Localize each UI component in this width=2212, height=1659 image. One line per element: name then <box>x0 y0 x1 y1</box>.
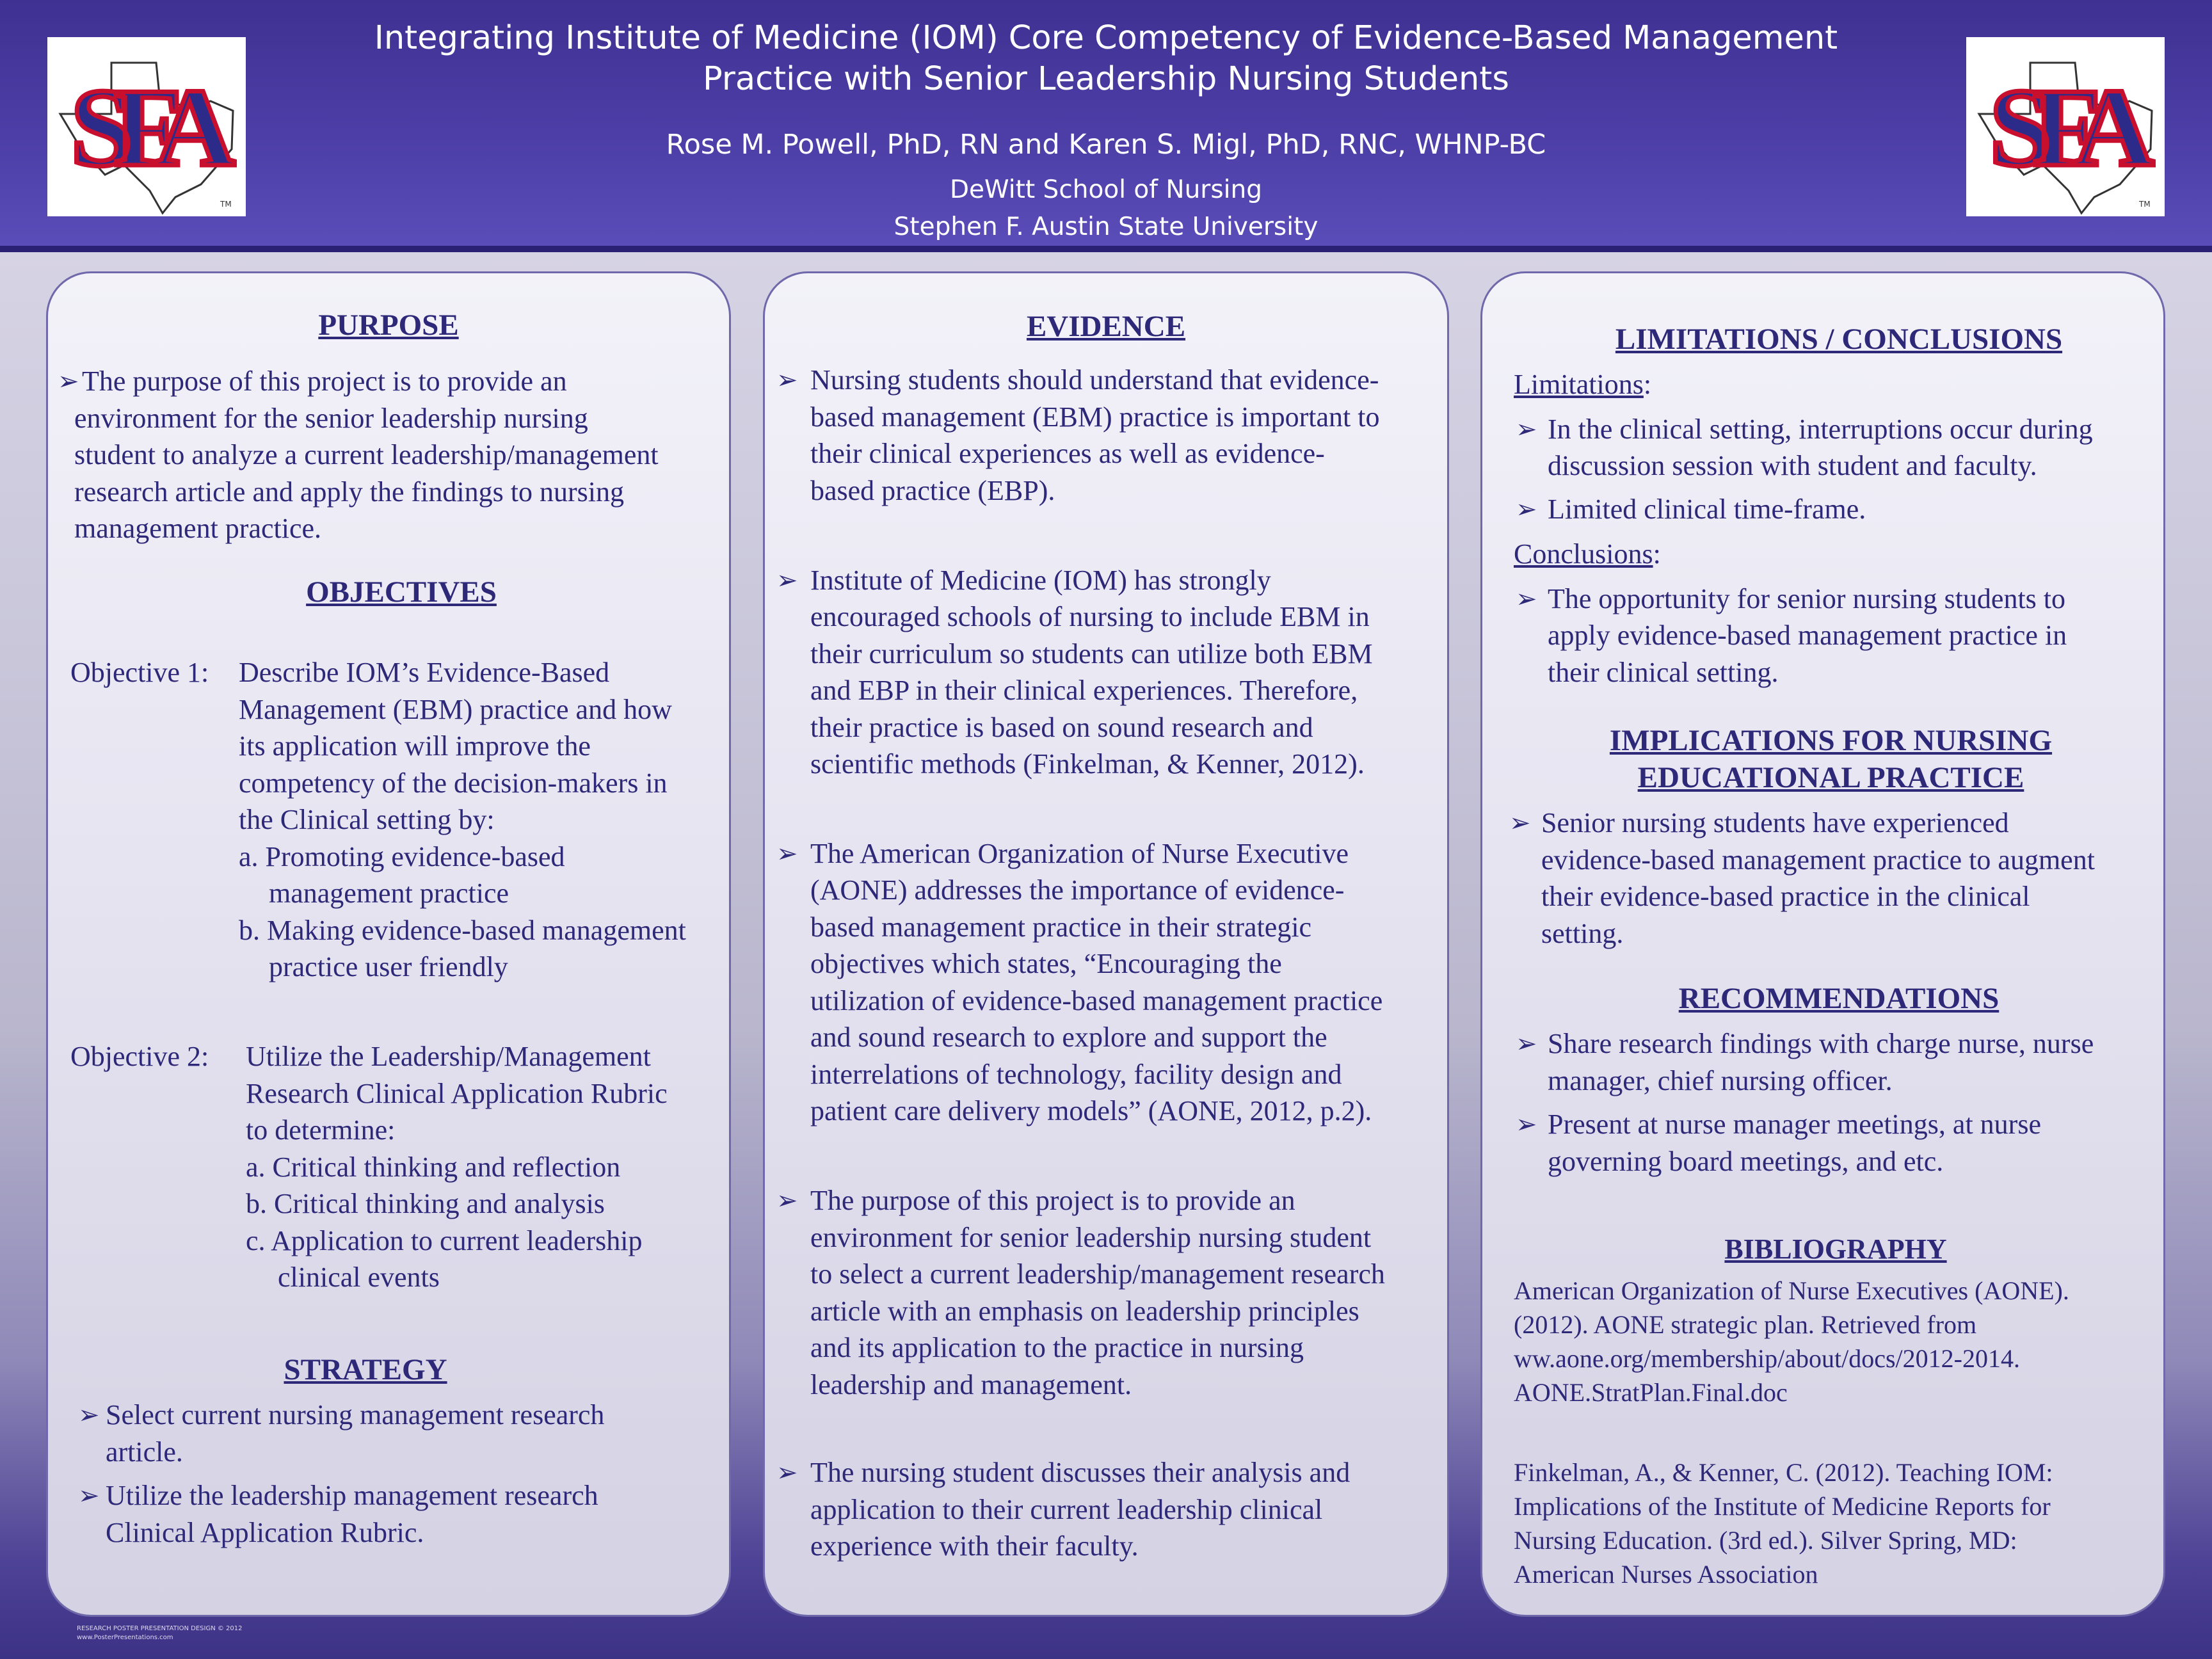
recommendation-line: manager, chief nursing officer. <box>1548 1065 1893 1096</box>
objective-1-line: Describe IOM’s Evidence-Based <box>239 657 610 688</box>
logo-letters: SFA <box>70 65 216 189</box>
recommendation-line: Share research findings with charge nurse, nurse <box>1548 1028 2094 1059</box>
poster-title <box>269 18 1943 100</box>
purpose-text-line: management practice. <box>74 513 322 544</box>
objective-2-subitem: clinical events <box>278 1262 440 1293</box>
implications-line: setting. <box>1541 918 1624 949</box>
recommendation-line: governing board meetings, and etc. <box>1548 1146 1944 1177</box>
limitation-line: In the clinical setting, interruptions occur during <box>1548 413 2093 445</box>
logo-letters: SFA <box>1989 65 2135 189</box>
limitation-line: discussion session with student and faculty. <box>1548 450 2037 481</box>
bibliography-heading: BIBLIOGRAPHY <box>1724 1233 1947 1265</box>
bibliography-entry-line: AONE.StratPlan.Final.doc <box>1514 1378 1788 1407</box>
objective-2-line: to determine: <box>246 1114 396 1146</box>
bullet-arrow-icon: ➢ <box>776 365 798 394</box>
objective-1-line: its application will improve the <box>239 730 591 762</box>
bibliography-entry-line: American Nurses Association <box>1514 1560 1818 1589</box>
strategy-item-line: Select current nursing management research <box>106 1399 605 1431</box>
evidence-line: their curriculum so students can utilize both EBM <box>810 638 1373 669</box>
objective-2-subitem: b. Critical thinking and analysis <box>246 1188 605 1219</box>
objective-1-line: Management (EBM) practice and how <box>239 694 672 725</box>
bullet-arrow-icon: ➢ <box>1516 415 1537 444</box>
recommendations-heading: RECOMMENDATIONS <box>1678 982 2000 1015</box>
limitations-label: Limitations: <box>1514 369 1652 400</box>
strategy-item-line: article. <box>106 1436 183 1468</box>
objective-2-label: Objective 2: <box>70 1041 209 1072</box>
evidence-line: scientific methods (Finkelman, & Kenner, 2012). <box>810 748 1365 780</box>
evidence-line: encouraged schools of nursing to include EBM in <box>810 601 1370 632</box>
logo-tm: TM <box>2139 200 2151 209</box>
bullet-arrow-icon: ➢ <box>1516 495 1537 524</box>
conclusion-line: their clinical setting. <box>1548 657 1779 688</box>
conclusions-label-text: Conclusions <box>1514 538 1653 570</box>
implications-heading-line-2: EDUCATIONAL PRACTICE <box>1637 761 2024 794</box>
evidence-line: Institute of Medicine (IOM) has strongly <box>810 565 1271 596</box>
conclusion-line: apply evidence-based management practice in <box>1548 620 2067 651</box>
bullet-arrow-icon: ➢ <box>1516 1110 1537 1139</box>
affiliation-line-2: Stephen F. Austin State University <box>894 212 1318 241</box>
evidence-line: application to their current leadership clinical <box>810 1494 1323 1525</box>
objective-1-subitem: practice user friendly <box>269 951 508 982</box>
evidence-line: The nursing student discusses their analysis and <box>810 1457 1350 1488</box>
objectives-heading: OBJECTIVES <box>306 575 497 609</box>
affiliation-line-1: DeWitt School of Nursing <box>950 175 1262 204</box>
evidence-line: patient care delivery models” (AONE, 2012, p.2). <box>810 1095 1372 1126</box>
evidence-line: article with an emphasis on leadership principles <box>810 1295 1359 1327</box>
evidence-line: their clinical experiences as well as evidence- <box>810 438 1325 469</box>
bullet-arrow-icon: ➢ <box>776 1186 798 1215</box>
sfa-logo-right <box>1966 37 2165 216</box>
implications-line: their evidence-based practice in the clinical <box>1541 881 2030 912</box>
objective-1-subitem: management practice <box>269 878 509 909</box>
bibliography-entry-line: Finkelman, A., & Kenner, C. (2012). Teaching IOM: <box>1514 1458 2053 1487</box>
bullet-arrow-icon: ➢ <box>776 839 798 868</box>
evidence-line: environment for senior leadership nursing student <box>810 1222 1372 1253</box>
logo-tm: TM <box>220 200 232 209</box>
evidence-line: The purpose of this project is to provide an <box>810 1185 1295 1216</box>
evidence-line: The American Organization of Nurse Executive <box>810 838 1349 869</box>
bullet-arrow-icon: ➢ <box>1509 808 1531 837</box>
strategy-heading: STRATEGY <box>284 1353 447 1386</box>
evidence-line: objectives which states, “Encouraging the <box>810 948 1282 979</box>
evidence-line: interrelations of technology, facility design and <box>810 1059 1342 1090</box>
title-line-2: Practice with Senior Leadership Nursing Students <box>703 60 1509 98</box>
bibliography-entry-line: American Organization of Nurse Executives (AONE). <box>1514 1276 2069 1305</box>
evidence-line: utilization of evidence-based management practice <box>810 985 1383 1016</box>
objective-2-line: Utilize the Leadership/Management <box>246 1041 651 1072</box>
limitations-conclusions-heading: LIMITATIONS / CONCLUSIONS <box>1615 323 2063 356</box>
conclusions-label: Conclusions: <box>1514 538 1661 570</box>
evidence-line: and its application to the practice in nursing <box>810 1332 1304 1363</box>
footer-line-1: RESEARCH POSTER PRESENTATION DESIGN © 2012 <box>77 1625 243 1632</box>
objective-1-line: competency of the decision-makers in <box>239 767 668 799</box>
limitation-line: Limited clinical time-frame. <box>1548 493 1866 525</box>
evidence-line: based practice (EBP). <box>810 475 1055 506</box>
bullet-arrow-icon: ➢ <box>776 1458 798 1487</box>
bullet-arrow-icon: ➢ <box>1516 584 1537 613</box>
evidence-line: leadership and management. <box>810 1369 1132 1400</box>
conclusion-line: The opportunity for senior nursing students to <box>1548 583 2066 614</box>
recommendation-line: Present at nurse manager meetings, at nurse <box>1548 1109 2041 1140</box>
evidence-line: experience with their faculty. <box>810 1530 1139 1562</box>
bullet-arrow-icon: ➢ <box>78 1400 100 1429</box>
evidence-line: and EBP in their clinical experiences. Therefore, <box>810 675 1358 706</box>
objective-2-subitem: c. Application to current leadership <box>246 1225 643 1256</box>
evidence-line: to select a current leadership/management research <box>810 1258 1385 1290</box>
bibliography-entry-line: (2012). AONE strategic plan. Retrieved from <box>1514 1310 1977 1339</box>
texas-sfa-logo-icon <box>47 37 246 216</box>
evidence-heading: EVIDENCE <box>1026 310 1186 343</box>
objective-1-line: the Clinical setting by: <box>239 804 495 835</box>
strategy-item-line: Utilize the leadership management research <box>106 1480 598 1511</box>
texas-sfa-logo-icon <box>1966 37 2165 216</box>
implications-line: evidence-based management practice to augment <box>1541 844 2095 876</box>
title-line-1: Integrating Institute of Medicine (IOM) Core Competency of Evidence-Based Management <box>374 19 1838 57</box>
purpose-heading: PURPOSE <box>318 309 459 342</box>
implications-heading-line-1: IMPLICATIONS FOR NURSING <box>1609 724 2053 757</box>
evidence-line: and sound research to explore and support the <box>810 1022 1327 1053</box>
objective-1-subitem: a. Promoting evidence-based <box>239 841 565 872</box>
purpose-text-line: environment for the senior leadership nursing <box>74 403 588 434</box>
bullet-arrow-icon: ➢ <box>58 367 79 396</box>
objective-2-line: Research Clinical Application Rubric <box>246 1078 668 1109</box>
bibliography-entry-line: ww.aone.org/membership/about/docs/2012-2014. <box>1514 1344 2020 1373</box>
strategy-item-line: Clinical Application Rubric. <box>106 1517 424 1548</box>
bullet-arrow-icon: ➢ <box>1516 1029 1537 1058</box>
authors: Rose M. Powell, PhD, RN and Karen S. Migl, PhD, RNC, WHNP-BC <box>666 129 1546 161</box>
bullet-arrow-icon: ➢ <box>78 1481 100 1510</box>
footer-line-2: www.PosterPresentations.com <box>77 1634 173 1641</box>
poster-header <box>0 0 2212 252</box>
evidence-line: their practice is based on sound research and <box>810 712 1313 743</box>
sfa-logo-left <box>47 37 246 216</box>
objective-1-label: Objective 1: <box>70 657 209 688</box>
bibliography-entry-line: Implications of the Institute of Medicine Reports for <box>1514 1492 2051 1521</box>
implications-line: Senior nursing students have experienced <box>1541 807 2009 838</box>
evidence-line: based management (EBM) practice is important to <box>810 401 1380 433</box>
evidence-line: (AONE) addresses the importance of evidence- <box>810 874 1345 906</box>
bullet-arrow-icon: ➢ <box>776 566 798 595</box>
purpose-text-line: student to analyze a current leadership/management <box>74 439 659 470</box>
objective-1-subitem: b. Making evidence-based management <box>239 915 686 946</box>
evidence-line: Nursing students should understand that evidence- <box>810 364 1379 396</box>
limitations-label-text: Limitations <box>1514 369 1644 400</box>
purpose-text-line: research article and apply the findings to nursing <box>74 476 624 508</box>
evidence-line: based management practice in their strategic <box>810 911 1312 943</box>
purpose-text-line: The purpose of this project is to provide an <box>82 365 567 397</box>
bibliography-entry-line: Nursing Education. (3rd ed.). Silver Spring, MD: <box>1514 1526 2017 1555</box>
poster-footer-note <box>77 1624 243 1642</box>
objective-2-subitem: a. Critical thinking and reflection <box>246 1151 621 1183</box>
affiliation <box>269 172 1943 246</box>
